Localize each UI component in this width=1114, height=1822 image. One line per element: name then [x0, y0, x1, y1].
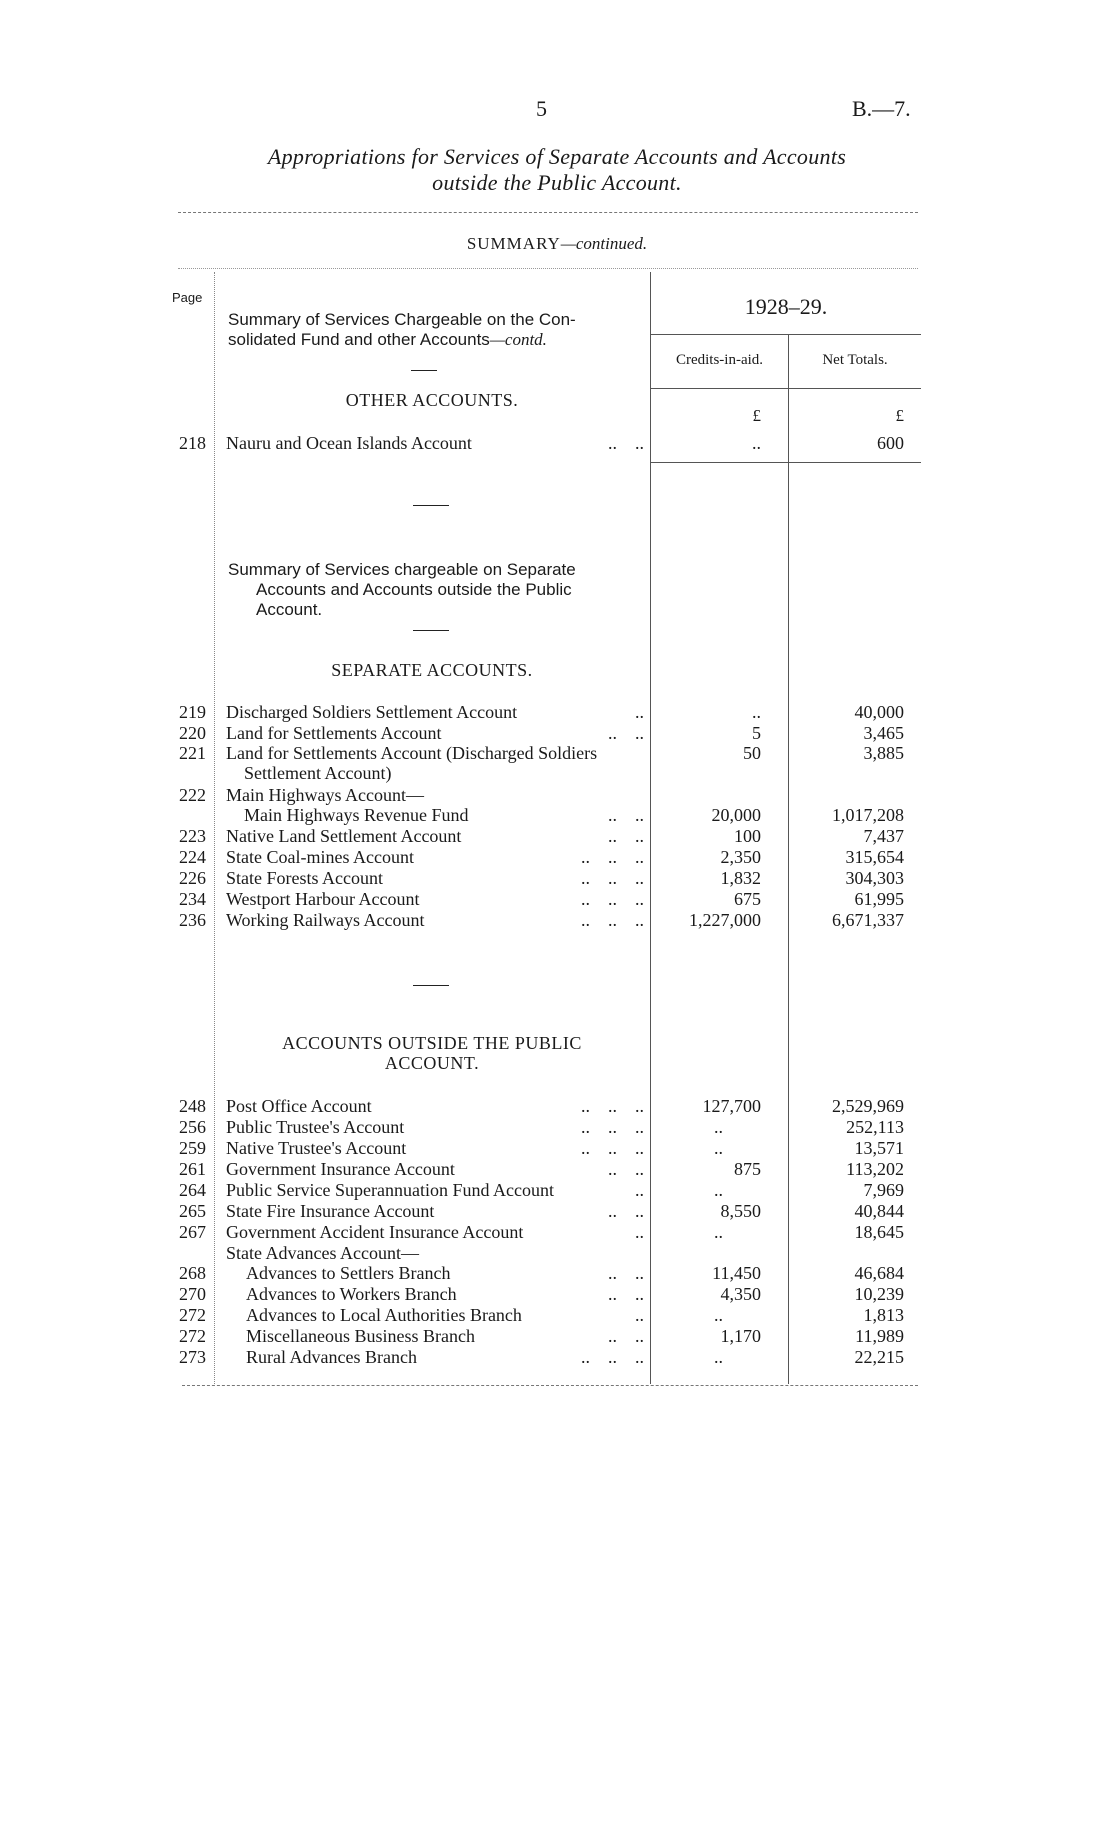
credits-column-header: Credits-in-aid. — [675, 352, 764, 368]
row-description: Public Trustee's Account — [226, 1117, 405, 1137]
section1-heading-text: solidated Fund and other Accounts — [228, 330, 490, 349]
year-header-rule — [651, 334, 921, 335]
row-credits: .. — [714, 1180, 723, 1200]
row-net-total: 10,239 — [854, 1284, 904, 1304]
section-divider — [413, 505, 449, 506]
section1-heading-line-1: Summary of Services Chargeable on the Con- — [228, 310, 576, 329]
row-net-total: 1,813 — [863, 1305, 904, 1325]
row-description: State Fire Insurance Account — [226, 1201, 435, 1221]
row-description: Westport Harbour Account — [226, 889, 420, 909]
row-net-total: 3,885 — [863, 743, 904, 763]
row-page-ref: 224 — [179, 847, 206, 867]
net-column-header: Net Totals. — [822, 352, 888, 368]
row-net-total: 113,202 — [846, 1159, 904, 1179]
row-net-total: 11,989 — [855, 1326, 904, 1346]
table-bottom-rule — [182, 1385, 918, 1386]
row-net-total: 6,671,337 — [832, 910, 904, 930]
row-page-ref: 267 — [179, 1222, 206, 1242]
row-description-continued: Settlement Account) — [244, 763, 392, 783]
row-credits: 8,550 — [720, 1201, 761, 1221]
row-net-total: 18,645 — [854, 1222, 904, 1242]
row-net-total: 304,303 — [845, 868, 904, 888]
row-description: Advances to Workers Branch — [246, 1284, 457, 1304]
row-page-ref: 259 — [179, 1138, 206, 1158]
section2-subheading: SEPARATE ACCOUNTS. — [331, 660, 533, 680]
row-page-ref: 248 — [179, 1096, 206, 1116]
row-leaders: .. .. .. — [581, 1117, 644, 1137]
title-line-1: Appropriations for Services of Separate Accounts and Accounts — [267, 144, 847, 169]
row-credits: 100 — [734, 826, 761, 846]
row-credits: .. — [714, 1222, 723, 1242]
row-group-heading: State Advances Account— — [226, 1243, 419, 1263]
row-credits: 127,700 — [702, 1096, 761, 1116]
summary-heading-suffix: —continued. — [560, 234, 648, 253]
page-column-rule — [214, 272, 215, 1384]
section1-heading-contd: —contd. — [489, 330, 547, 349]
row-credits: 1,832 — [720, 868, 761, 888]
row-description: Land for Settlements Account (Discharged Soldiers — [226, 743, 598, 763]
section2-short-rule — [413, 630, 449, 631]
row-net-total: 13,571 — [854, 1138, 904, 1158]
row-page-ref: 270 — [179, 1284, 206, 1304]
row-net-total: 22,215 — [854, 1347, 904, 1367]
row-net-total: 315,654 — [845, 847, 904, 867]
row-leaders: .. — [635, 1222, 644, 1242]
row-page-ref: 218 — [179, 433, 206, 453]
row-leaders: .. .. — [608, 1284, 644, 1304]
row-net-total: 40,000 — [854, 702, 904, 722]
row-description: Working Railways Account — [226, 910, 425, 930]
row-leaders: .. .. — [608, 1326, 644, 1346]
row-leaders: .. .. .. — [581, 1347, 644, 1367]
row-description: Government Insurance Account — [226, 1159, 455, 1179]
section2-heading-line-3: Account. — [256, 600, 323, 619]
year-header: 1928–29. — [744, 294, 828, 319]
row-page-ref: 226 — [179, 868, 206, 888]
row-leaders: .. .. — [608, 723, 644, 743]
row-leaders: .. .. .. — [581, 1096, 644, 1116]
section3-subheading-line-1: ACCOUNTS OUTSIDE THE PUBLIC — [282, 1033, 582, 1053]
row-description: Miscellaneous Business Branch — [246, 1326, 475, 1346]
row-credits: 675 — [734, 889, 761, 909]
row-credits: 20,000 — [711, 805, 761, 825]
section3-subheading-line-2: ACCOUNT. — [384, 1053, 480, 1073]
row-description: Public Service Superannuation Fund Account — [226, 1180, 554, 1200]
row-page-ref: 234 — [179, 889, 206, 909]
row-leaders: .. — [635, 702, 644, 722]
row-leaders: .. .. — [608, 826, 644, 846]
row-leaders: .. .. — [608, 1263, 644, 1283]
row-leaders: .. .. — [608, 805, 644, 825]
row-description: Land for Settlements Account — [226, 723, 442, 743]
row-page-ref: 272 — [179, 1326, 206, 1346]
row-credits: 5 — [752, 723, 761, 743]
row-net-total: 1,017,208 — [832, 805, 904, 825]
row-leaders: .. .. .. — [581, 847, 644, 867]
row-credits: 50 — [743, 743, 761, 763]
row-description: Post Office Account — [226, 1096, 372, 1116]
section-divider — [413, 985, 449, 986]
row-page-ref: 236 — [179, 910, 206, 930]
row-leaders: .. .. .. — [581, 868, 644, 888]
row-description: Main Highways Account— — [226, 785, 424, 805]
row-net-total: 7,969 — [863, 1180, 904, 1200]
row-leaders: .. .. — [608, 1159, 644, 1179]
row-description: Rural Advances Branch — [246, 1347, 417, 1367]
row-leaders: .. .. .. — [581, 889, 644, 909]
row-net-total: 3,465 — [863, 723, 904, 743]
row-description: Nauru and Ocean Islands Account — [226, 433, 472, 453]
row-credits: 11,450 — [712, 1263, 761, 1283]
row-page-ref: 219 — [179, 702, 206, 722]
page-column-header: Page — [172, 290, 203, 305]
row-leaders: .. .. .. — [581, 1138, 644, 1158]
row-credits: .. — [752, 433, 761, 453]
row-credits: 1,227,000 — [689, 910, 761, 930]
summary-heading — [0, 234, 1114, 254]
row-page-ref: 220 — [179, 723, 206, 743]
row-page-ref: 261 — [179, 1159, 206, 1179]
row-description: Native Land Settlement Account — [226, 826, 462, 846]
row-page-ref: 223 — [179, 826, 206, 846]
row-credits: 1,170 — [720, 1326, 761, 1346]
section2-heading-line-2: Accounts and Accounts outside the Public — [256, 580, 572, 599]
row-credits: 4,350 — [720, 1284, 761, 1304]
row-page-ref: 273 — [179, 1347, 206, 1367]
row-net-total: 600 — [877, 433, 904, 453]
section1-heading-line-2 — [228, 330, 547, 350]
row-net-total: 40,844 — [854, 1201, 904, 1221]
row-description: Native Trustee's Account — [226, 1138, 407, 1158]
row-credits: .. — [714, 1117, 723, 1137]
row-net-total: 252,113 — [846, 1117, 904, 1137]
row-description: State Coal-mines Account — [226, 847, 414, 867]
row-page-ref: 221 — [179, 743, 206, 763]
row-credits: 875 — [734, 1159, 761, 1179]
row-net-total: 46,684 — [854, 1263, 904, 1283]
row-net-total: 7,437 — [863, 826, 904, 846]
document-reference: B.—7. — [852, 96, 911, 121]
row-page-ref: 264 — [179, 1180, 206, 1200]
row-page-ref: 268 — [179, 1263, 206, 1283]
summary-rule — [178, 268, 918, 269]
section1-short-rule — [411, 370, 437, 371]
section1-end-rule — [651, 462, 921, 463]
section1-subheading: OTHER ACCOUNTS. — [345, 390, 519, 410]
row-description: State Forests Account — [226, 868, 383, 888]
row-net-total: 2,529,969 — [832, 1096, 904, 1116]
row-leaders: .. .. — [608, 433, 644, 453]
credits-unit: £ — [752, 406, 761, 425]
row-description: Advances to Local Authorities Branch — [246, 1305, 522, 1325]
row-description-continued: Main Highways Revenue Fund — [244, 805, 469, 825]
row-description: Government Accident Insurance Account — [226, 1222, 524, 1242]
row-description: Discharged Soldiers Settlement Account — [226, 702, 518, 722]
row-page-ref: 272 — [179, 1305, 206, 1325]
column-header-rule — [651, 388, 921, 389]
row-leaders: .. .. — [608, 1201, 644, 1221]
row-credits: .. — [714, 1138, 723, 1158]
row-description: Advances to Settlers Branch — [246, 1263, 451, 1283]
page-number: 5 — [536, 96, 547, 121]
summary-heading-main: SUMMARY — [466, 234, 561, 253]
title-rule — [178, 212, 918, 213]
row-leaders: .. .. .. — [581, 910, 644, 930]
section2-heading-line-1: Summary of Services chargeable on Separate — [228, 560, 576, 579]
row-credits: .. — [714, 1305, 723, 1325]
net-unit: £ — [895, 406, 904, 425]
row-page-ref: 265 — [179, 1201, 206, 1221]
row-credits: .. — [752, 702, 761, 722]
row-page-ref: 256 — [179, 1117, 206, 1137]
row-leaders: .. — [635, 1305, 644, 1325]
row-credits: .. — [714, 1347, 723, 1367]
row-net-total: 61,995 — [854, 889, 904, 909]
row-leaders: .. — [635, 1180, 644, 1200]
title-line-2: outside the Public Account. — [432, 170, 682, 195]
row-credits: 2,350 — [720, 847, 761, 867]
row-page-ref: 222 — [179, 785, 206, 805]
